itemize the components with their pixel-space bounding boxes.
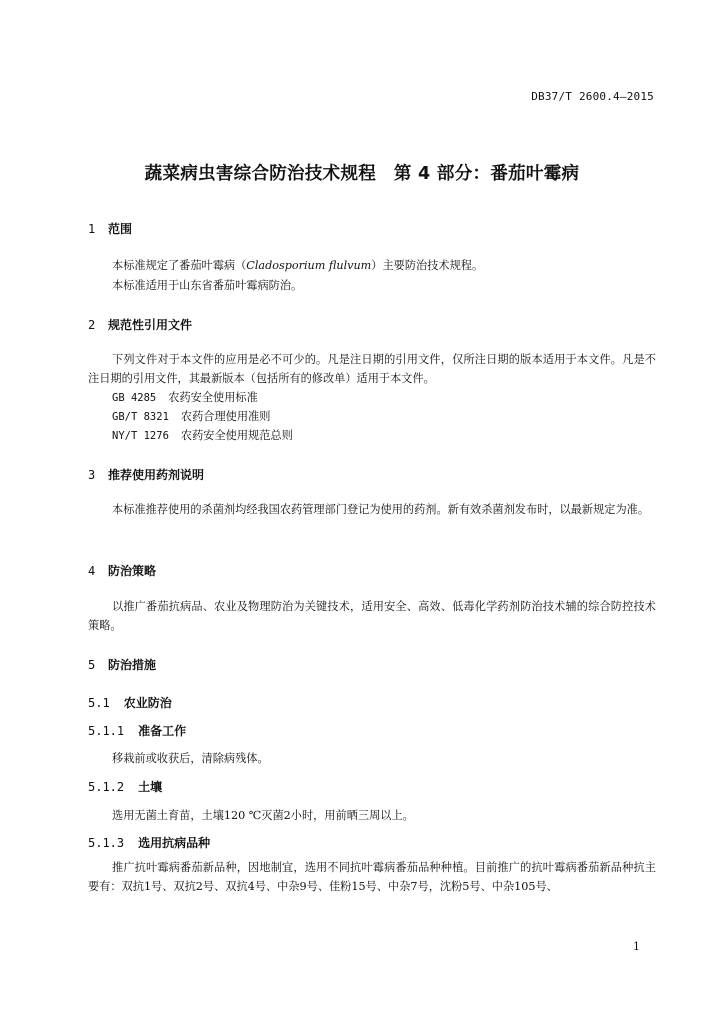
reference-item — [112, 408, 270, 424]
subsection-5-1-heading — [88, 694, 172, 711]
document-code: DB37/T 2600.4—2015 — [531, 90, 654, 103]
subsection-5-1-1-paragraph: 移栽前或收获后，清除病残体。 — [112, 752, 269, 765]
subsection-title: 准备工作 — [138, 724, 187, 738]
subsection-5-1-2-heading — [88, 778, 162, 795]
section-title: 规范性引用文件 — [108, 318, 193, 332]
section-title: 范围 — [108, 222, 133, 236]
section-1-paragraph-2: 本标准适用于山东省番茄叶霉病防治。 — [112, 279, 303, 292]
subsection-title: 农业防治 — [123, 696, 172, 710]
section-2-heading — [88, 316, 192, 333]
reference-code: GB 4285 — [112, 392, 157, 404]
section-3-paragraph-1: 本标准推荐使用的杀菌剂均经我国农药管理部门登记为使用的药剂。新有效杀菌剂发布时，以最新规定为准。 — [112, 503, 650, 516]
reference-code: NY/T 1276 — [112, 430, 169, 442]
section-title: 防治策略 — [108, 564, 157, 578]
section-number: 1 — [88, 222, 96, 236]
section-1-paragraph-1 — [88, 256, 656, 275]
section-1-heading — [88, 220, 132, 237]
text-span: ）主要防治技术规程。 — [371, 259, 484, 272]
subsection-title: 土壤 — [138, 780, 163, 794]
section-title: 防治措施 — [108, 658, 157, 672]
reference-item — [112, 427, 293, 443]
subsection-number: 5.1.2 — [88, 780, 125, 794]
subsection-5-1-3-heading — [88, 834, 210, 851]
subsection-number: 5.1.3 — [88, 836, 125, 850]
reference-name: 农药安全使用规范总则 — [180, 429, 293, 442]
section-number: 5 — [88, 658, 96, 672]
page-number: 1 — [633, 940, 640, 953]
section-3-heading — [88, 466, 204, 483]
section-title: 推荐使用药剂说明 — [108, 468, 205, 482]
section-number: 4 — [88, 564, 96, 578]
reference-name: 农药安全使用标准 — [168, 391, 258, 404]
subsection-number: 5.1.1 — [88, 724, 125, 738]
latin-name: Cladosporium flulvum — [246, 259, 372, 272]
subsection-5-1-1-heading — [88, 722, 186, 739]
reference-name: 农药合理使用准则 — [180, 410, 271, 423]
text-span: 本标准规定了番茄叶霉病（ — [112, 259, 247, 272]
subsection-number: 5.1 — [88, 696, 110, 710]
subsection-5-1-2-paragraph: 选用无菌土育苗，土壤120 ℃灭菌2小时，用前晒三周以上。 — [112, 809, 414, 822]
subsection-5-1-3-paragraph: 推广抗叶霉病番茄新品种，因地制宜，选用不同抗叶霉病番茄品种种植。目前推广的抗叶霉病番茄新品种抗主要有：双抗1号、双抗2号、双抗4号、中杂9号、佳粉15号、中杂7号，沈粉5号、中杂105号、 — [88, 861, 656, 893]
section-4-heading — [88, 562, 156, 579]
subsection-title: 选用抗病品种 — [138, 836, 211, 850]
reference-item — [112, 389, 258, 405]
section-4-paragraph-1: 以推广番茄抗病品、农业及物理防治为关键技术，适用安全、高效、低毒化学药剂防治技术辅的综合防控技术策略。 — [88, 600, 656, 632]
section-number: 2 — [88, 318, 96, 332]
section-5-heading — [88, 656, 156, 673]
document-title: 蔬菜病虫害综合防治技术规程 第 4 部分：番茄叶霉病 — [144, 164, 580, 184]
section-number: 3 — [88, 468, 96, 482]
reference-code: GB/T 8321 — [112, 411, 169, 423]
section-2-paragraph-1: 下列文件对于本文件的应用是必不可少的。凡是注日期的引用文件，仅所注日期的版本适用于本文件。凡是不注日期的引用文件，其最新版本（包括所有的修改单）适用于本文件。 — [88, 353, 656, 385]
